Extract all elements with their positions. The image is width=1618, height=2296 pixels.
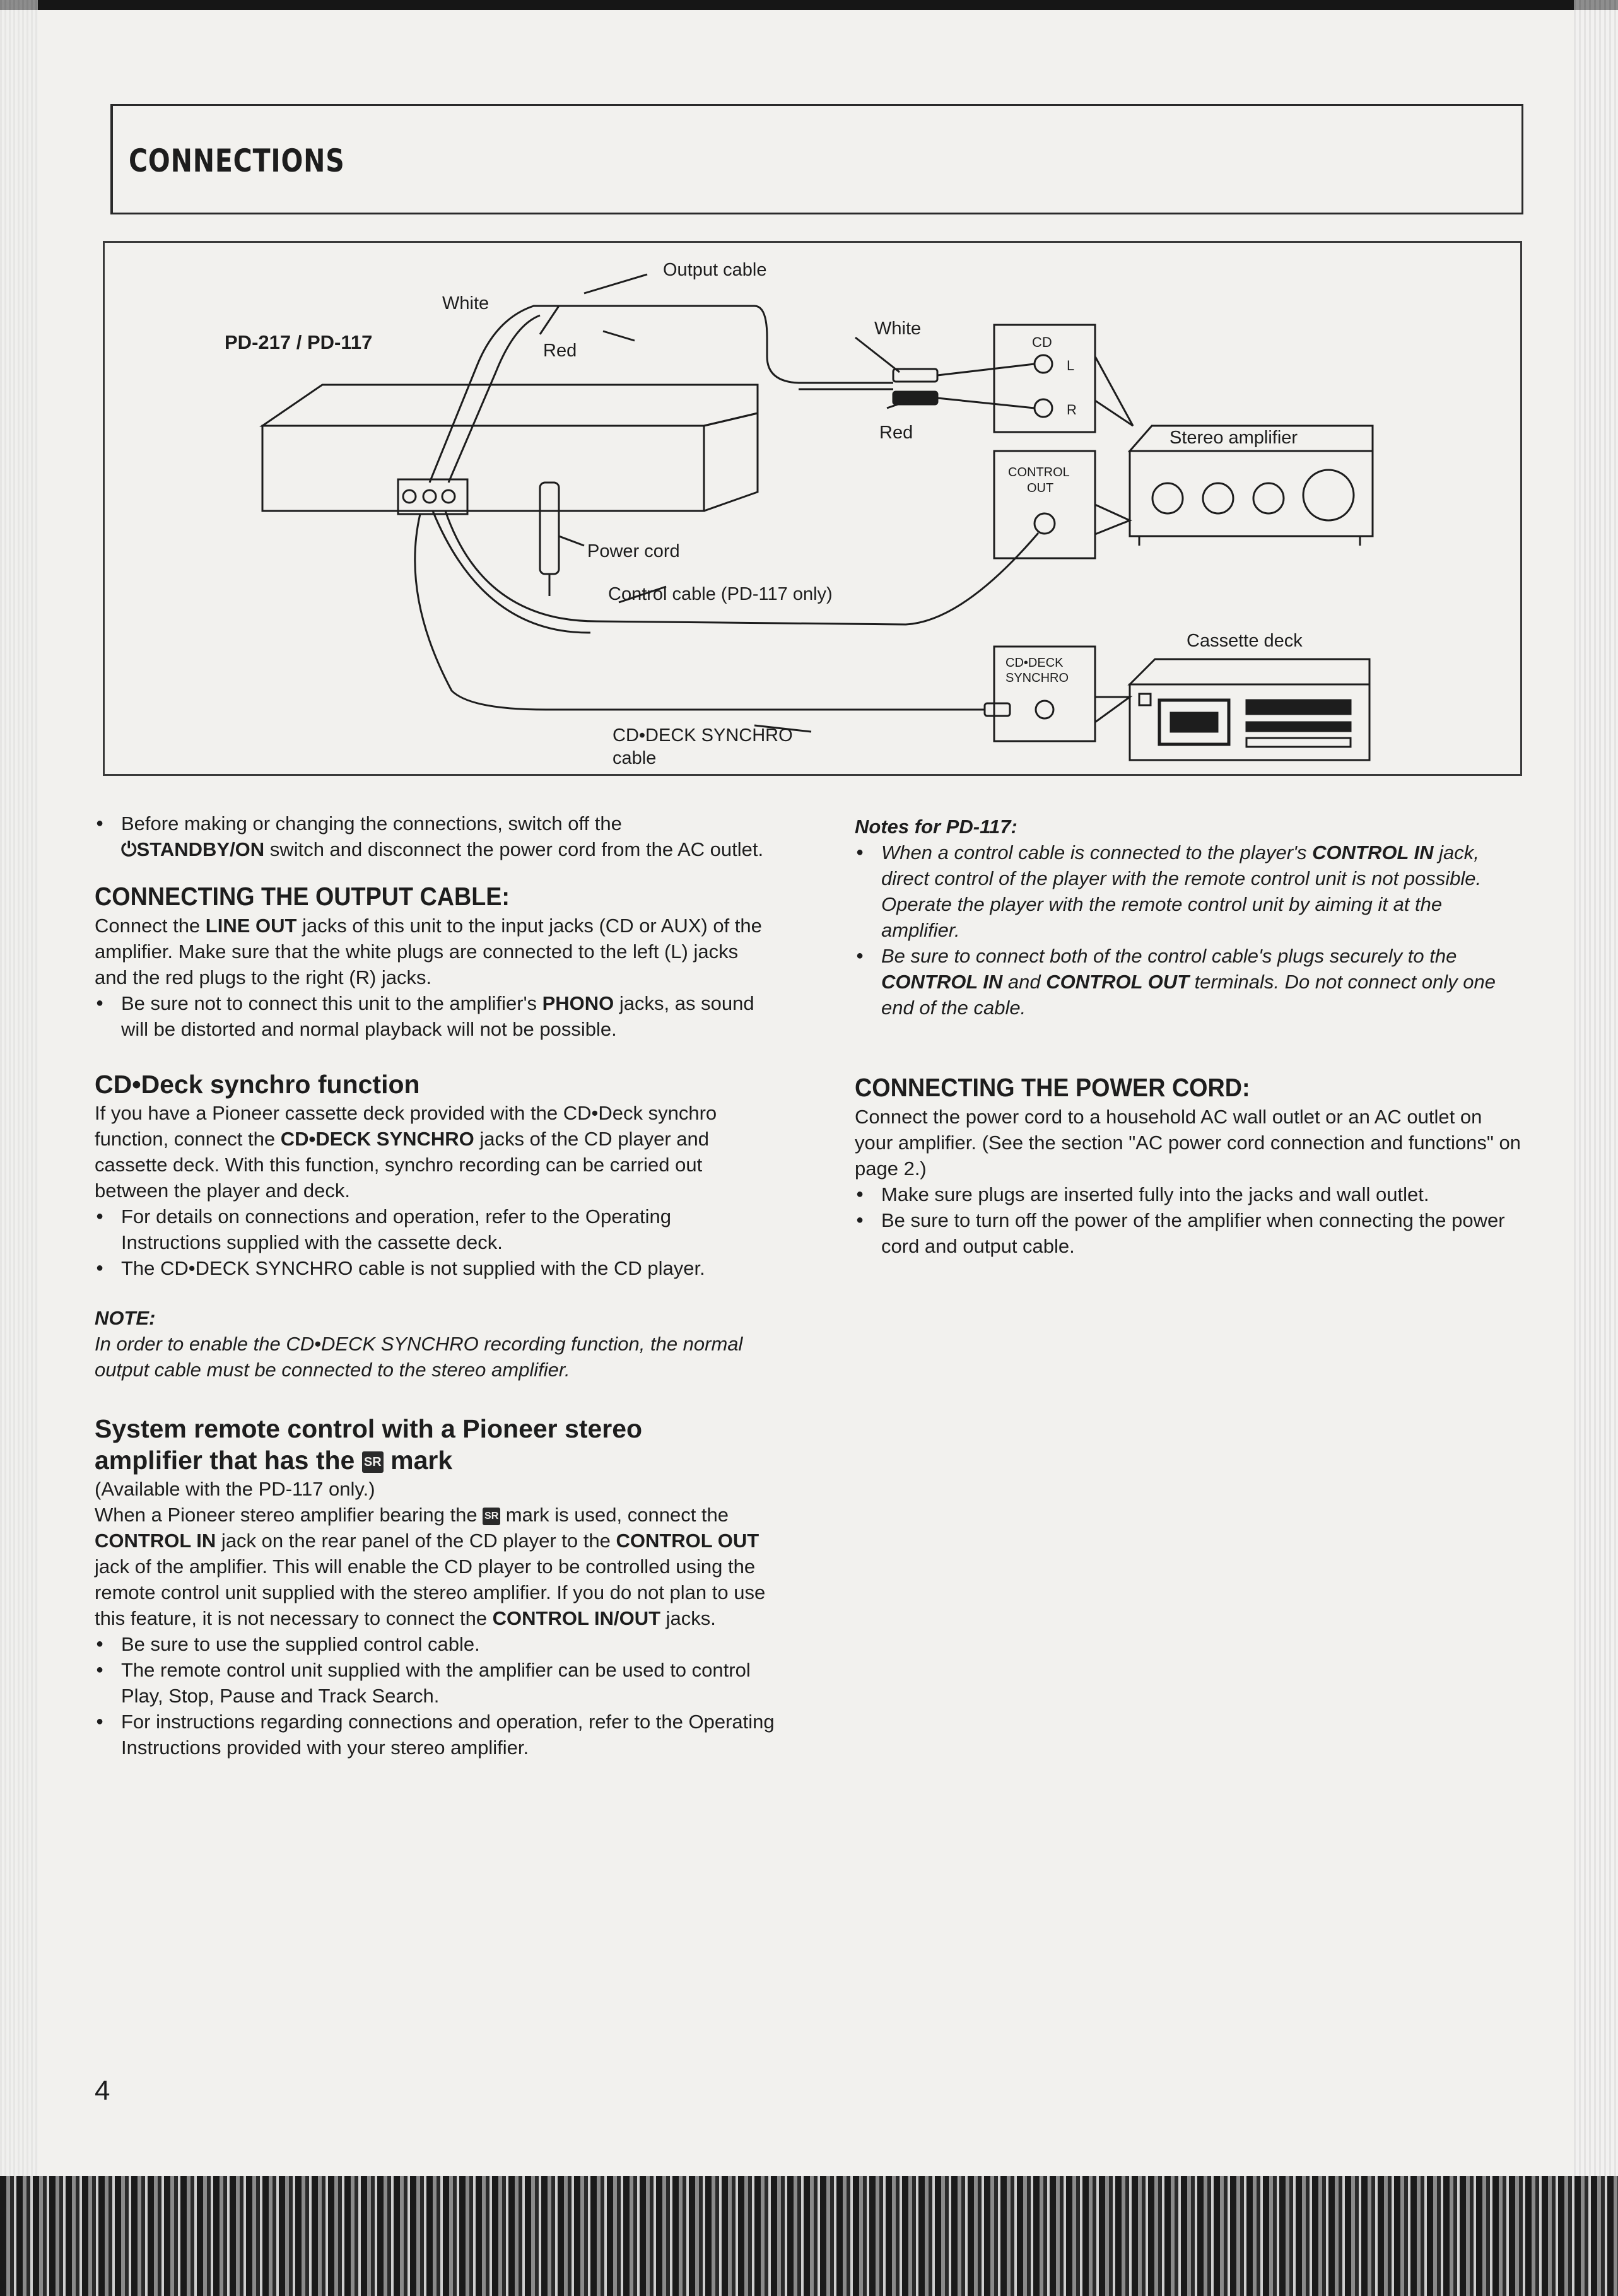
cassette-deck bbox=[1130, 659, 1369, 684]
output-cable-heading: CONNECTING THE OUTPUT CABLE: bbox=[95, 882, 510, 911]
amp-red-label: Red bbox=[879, 423, 913, 443]
control-out-label-2: OUT bbox=[1027, 481, 1054, 495]
note-text: In order to enable the CD•DECK SYNCHRO recording function, the normal output cable must be connected to the stereo amplifier. bbox=[95, 1333, 743, 1381]
connection-diagram-svg bbox=[105, 243, 1520, 774]
model-label: PD-217 / PD-117 bbox=[225, 331, 373, 353]
scan-bottom-strip bbox=[0, 2176, 1618, 2296]
remote-heading-line-2: amplifier that has the SR mark bbox=[95, 1446, 453, 1475]
power-cord-plug bbox=[540, 483, 559, 574]
red-plug-label: Red bbox=[543, 341, 577, 361]
standby-label: STANDBY/ON bbox=[136, 838, 265, 860]
white-plug-label: White bbox=[442, 293, 490, 313]
output-cable-bullet: ● Be sure not to connect this unit to the amplifier's PHONO jacks, as sound will be distorted and normal playback will not be possible. bbox=[95, 990, 776, 1042]
power-cord-paragraph: Connect the power cord to a household AC wall outlet or an AC outlet on your amplifier. (See the section "AC power cord connection and functions" on page 2.) bbox=[855, 1106, 1521, 1180]
intro-text-2: switch and disconnect the power cord from the AC outlet. bbox=[264, 838, 764, 860]
cd-deck-box-label-2: SYNCHRO bbox=[1005, 671, 1069, 685]
control-cable-label: Control cable (PD-117 only) bbox=[608, 584, 833, 604]
page-title: CONNECTIONS bbox=[129, 143, 345, 179]
remote-bullet-2: ● The remote control unit supplied with the amplifier can be used to control Play, Stop, Pause and Track Search. bbox=[95, 1657, 776, 1709]
output-cable bbox=[430, 306, 893, 483]
notes-pd117-heading: Notes for PD-117: bbox=[855, 816, 1017, 838]
page-number: 4 bbox=[95, 2075, 110, 2106]
cd-deck-cable-label-1: CD•DECK SYNCHRO bbox=[613, 725, 793, 746]
amp-white-label: White bbox=[874, 319, 922, 339]
left-column bbox=[95, 807, 776, 1760]
remote-bullet-3: ● For instructions regarding connections and operation, refer to the Operating Instructions provided with your stereo amplifier. bbox=[95, 1709, 776, 1760]
stereo-amplifier-label: Stereo amplifier bbox=[1170, 428, 1298, 448]
notes-bullet-2: ● Be sure to connect both of the control cable's plugs securely to the CONTROL IN and CONTROL OUT terminals. Do not connect only one end of the cable. bbox=[855, 943, 1523, 1021]
notes-bullet-1: ● When a control cable is connected to the player's CONTROL IN jack, direct control of the player with the remote control unit is not possible. Operate the player with the remote control unit by aiming it at the amplifier. bbox=[855, 840, 1523, 943]
remote-availability: (Available with the PD-117 only.) bbox=[95, 1478, 375, 1500]
power-bullet-1: ● Make sure plugs are inserted fully into the jacks and wall outlet. bbox=[855, 1181, 1523, 1207]
cd-deck-synchro-cable bbox=[415, 514, 985, 710]
output-cable-paragraph: Connect the LINE OUT jacks of this unit to the input jacks (CD or AUX) of the amplifier. Make sure that the white plugs are connected to the left (L) jacks and the red plugs to the right (R) jacks. bbox=[95, 915, 762, 988]
cassette-deck-label: Cassette deck bbox=[1187, 631, 1303, 651]
rear-jack-panel bbox=[398, 479, 467, 514]
cd-deck-cable-label-2: cable bbox=[613, 748, 657, 768]
intro-bullet bbox=[95, 811, 776, 862]
synchro-heading: CD•Deck synchro function bbox=[95, 1070, 420, 1099]
scan-left-edge bbox=[0, 0, 38, 2296]
l-jack-label: L bbox=[1067, 358, 1075, 373]
remote-paragraph: When a Pioneer stereo amplifier bearing the SR mark is used, connect the CONTROL IN jack on the rear panel of the CD player to the CONTROL OUT jack of the amplifier. This will enable the CD player to be controlled using the remote control unit supplied with the stereo amplifier. If you do not plan to use this feature, it is not necessary to connect the CONTROL IN/OUT jacks. bbox=[95, 1504, 766, 1629]
cd-jack-label: CD bbox=[1032, 334, 1052, 350]
right-column bbox=[855, 814, 1523, 1259]
note-heading: NOTE: bbox=[95, 1307, 156, 1329]
remote-heading-line-1: System remote control with a Pioneer stereo bbox=[95, 1414, 643, 1443]
r-jack-label: R bbox=[1067, 402, 1077, 418]
standby-icon: ⏻ bbox=[121, 838, 137, 860]
synchro-bullet-2: ● The CD•DECK SYNCHRO cable is not supplied with the CD player. bbox=[95, 1255, 776, 1281]
sr-mark-icon: SR bbox=[362, 1451, 384, 1473]
cd-player-body bbox=[262, 385, 758, 426]
synchro-paragraph: If you have a Pioneer cassette deck provided with the CD•Deck synchro function, connect the CD•DECK SYNCHRO jacks of the CD player and cassette deck. With this function, synchro recording can be carried out between the player and deck. bbox=[95, 1102, 717, 1202]
control-cable bbox=[445, 511, 1038, 624]
sr-mark-inline-icon: SR bbox=[483, 1508, 500, 1525]
output-cable-label: Output cable bbox=[663, 260, 767, 280]
scan-top-edge bbox=[0, 0, 1618, 10]
cd-deck-box-label-1: CD•DECK bbox=[1005, 656, 1064, 670]
power-cord-heading: CONNECTING THE POWER CORD: bbox=[855, 1073, 1250, 1102]
power-cord-label: Power cord bbox=[587, 541, 680, 561]
scan-right-edge bbox=[1574, 0, 1618, 2296]
intro-text-1: Before making or changing the connections, switch off the bbox=[121, 812, 622, 835]
connection-diagram bbox=[103, 241, 1522, 776]
section-header bbox=[110, 104, 1523, 214]
control-out-label-1: CONTROL bbox=[1008, 466, 1070, 479]
remote-bullet-1: ● Be sure to use the supplied control cable. bbox=[95, 1631, 776, 1657]
synchro-bullet-1: ● For details on connections and operation, refer to the Operating Instructions supplied with the cassette deck. bbox=[95, 1204, 776, 1255]
power-bullet-2: ● Be sure to turn off the power of the amplifier when connecting the power cord and output cable. bbox=[855, 1207, 1523, 1259]
